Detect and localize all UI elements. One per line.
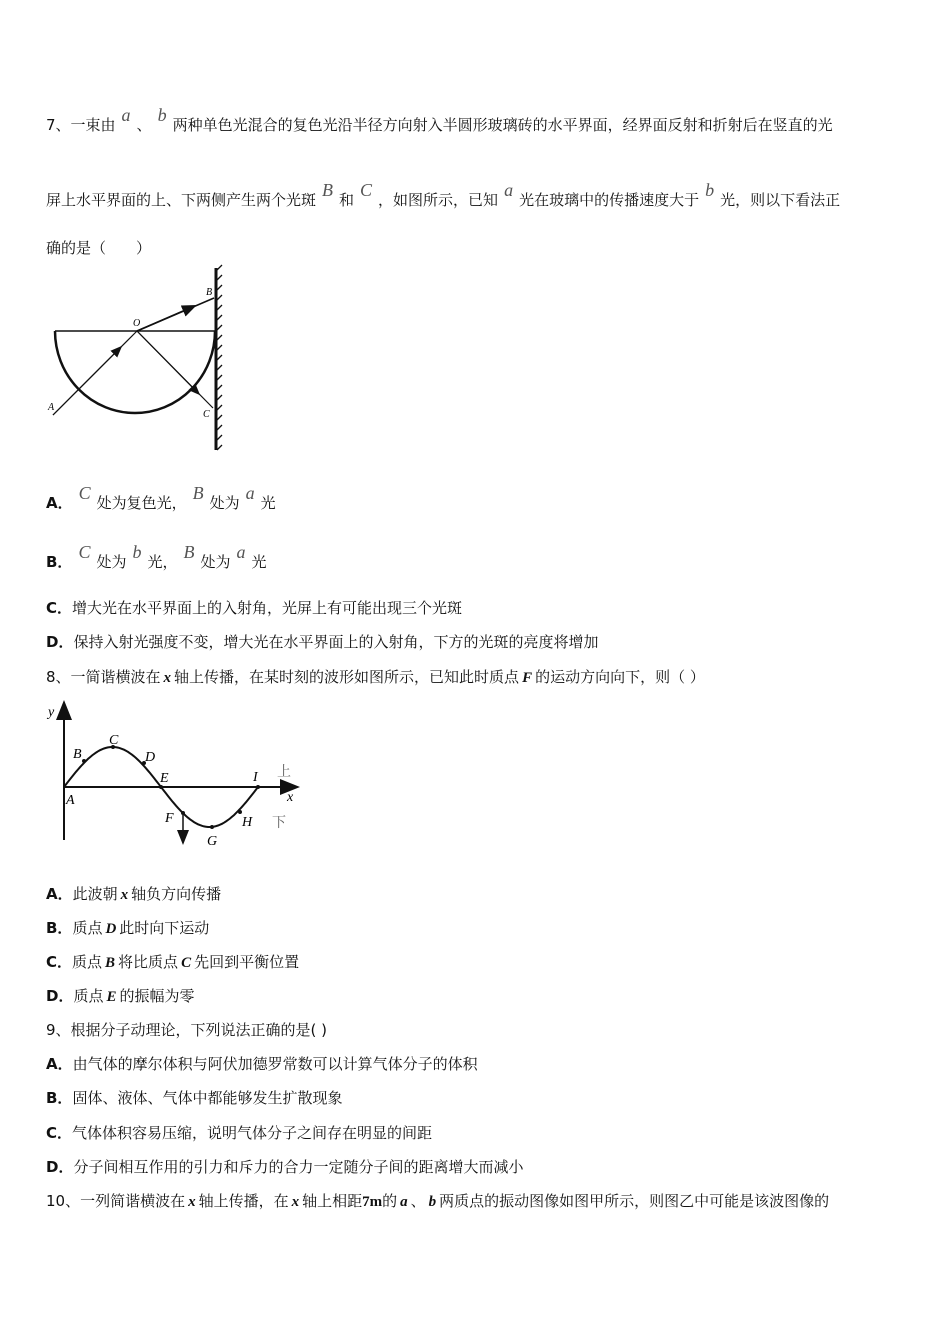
q8-option-d[interactable]	[46, 986, 195, 1007]
label-down: 下	[272, 816, 286, 831]
text: 将比质点	[118, 953, 179, 971]
var: B	[183, 542, 195, 562]
label-O: O	[133, 318, 141, 329]
text: 轴上传播，在某时刻的波形如图所示，已知此时质点	[174, 668, 520, 686]
var: C	[78, 542, 91, 562]
var: x	[291, 1194, 300, 1210]
var: C	[181, 955, 192, 971]
text: 光，则以下看法正	[720, 191, 841, 209]
text: 光，	[147, 553, 178, 571]
text: 质点	[72, 919, 103, 937]
label-A: A	[48, 402, 55, 413]
q7-option-c[interactable]	[46, 598, 462, 618]
text: 屏上水平界面的上、下两侧产生两个光斑	[46, 191, 317, 209]
q9-stem: 9、根据分子动理论，下列说法正确的是( )	[46, 1021, 328, 1039]
text: 的运动方向向下，则（ ）	[535, 668, 705, 686]
q7-stem-line2	[46, 180, 841, 210]
label-C: C	[203, 409, 210, 420]
var-B: B	[322, 180, 334, 200]
text: 处为	[209, 494, 240, 512]
q7-figure-semicircle-glass	[40, 260, 240, 460]
q8-option-a[interactable]	[46, 884, 221, 905]
text: 光	[260, 494, 276, 512]
var: a	[236, 542, 246, 562]
option-label: D．	[46, 987, 74, 1005]
text: 两质点的振动图像如图甲所示，则图乙中可能是该波图像的	[439, 1192, 830, 1210]
point-I: I	[253, 770, 258, 785]
q9-option-d[interactable]	[46, 1157, 523, 1177]
text: 光	[251, 553, 267, 571]
text: 轴上相距	[302, 1192, 363, 1210]
text: 增大光在水平界面上的入射角，光屏上有可能出现三个光斑	[72, 599, 463, 617]
var: D	[105, 921, 117, 937]
text: 光在玻璃中的传播速度大于	[519, 191, 700, 209]
text: 、	[410, 1192, 426, 1210]
point-G: G	[207, 834, 218, 849]
var: x	[188, 1194, 196, 1210]
text: 先回到平衡位置	[194, 953, 300, 971]
text: 保持入射光强度不变，增大光在水平界面上的入射角，下方的光斑的亮度将增加	[73, 633, 599, 651]
point-B: B	[73, 747, 82, 762]
text: 轴负方向传播	[131, 885, 222, 903]
q7-stem-line3: 确的是（ ）	[46, 239, 152, 257]
axis-x: x	[287, 790, 294, 805]
var-a: a	[504, 180, 514, 200]
text: 8、一简谐横波在	[46, 668, 161, 686]
q9-option-a[interactable]	[46, 1054, 478, 1074]
var-C: C	[360, 180, 373, 200]
var-b: b	[705, 180, 715, 200]
option-label: B．	[46, 553, 73, 571]
q9-option-c[interactable]	[46, 1123, 432, 1143]
distance: 7m	[362, 1194, 383, 1210]
label-B: B	[206, 287, 213, 298]
option-label: D．	[46, 633, 74, 651]
option-label: B．	[46, 1089, 73, 1107]
q8-stem	[46, 667, 705, 688]
text: 、	[136, 116, 152, 134]
text: 处为复色光，	[96, 494, 187, 512]
var: B	[105, 955, 116, 971]
text: 10、一列简谐横波在	[46, 1192, 186, 1210]
q8-figure-wave	[40, 690, 310, 860]
q8-option-b[interactable]	[46, 918, 209, 939]
text: 和	[339, 191, 355, 209]
q9-option-b[interactable]	[46, 1088, 342, 1108]
q7-option-d[interactable]	[46, 632, 598, 652]
var: E	[106, 989, 117, 1005]
q7-stem-line1	[46, 105, 833, 135]
var: B	[192, 483, 204, 503]
point-D: D	[145, 750, 156, 765]
var: C	[78, 483, 91, 503]
point-A: A	[66, 793, 75, 808]
text: 此波朝	[72, 885, 118, 903]
option-label: B．	[46, 919, 73, 937]
option-label: C．	[46, 599, 73, 617]
text: 气体体积容易压缩，说明气体分子之间存在明显的间距	[72, 1124, 433, 1142]
point-C: C	[109, 733, 119, 748]
q7-option-b[interactable]	[46, 542, 267, 572]
text: 轴上传播，在	[198, 1192, 289, 1210]
option-label: A．	[46, 885, 73, 903]
text: 的	[382, 1192, 398, 1210]
text: ，如图所示，已知	[378, 191, 499, 209]
option-label: C．	[46, 1124, 73, 1142]
point-H: H	[242, 815, 253, 830]
var: F	[522, 670, 533, 686]
option-label: C．	[46, 953, 73, 971]
q8-option-c[interactable]	[46, 952, 299, 973]
label-up: 上	[277, 765, 291, 780]
text: 处为	[200, 553, 231, 571]
var: a	[400, 1194, 408, 1210]
point-E: E	[160, 771, 169, 786]
text: 由气体的摩尔体积与阿伏加德罗常数可以计算气体分子的体积	[72, 1055, 478, 1073]
var-b: b	[157, 105, 167, 125]
var: b	[132, 542, 142, 562]
text: 固体、液体、气体中都能够发生扩散现象	[72, 1089, 343, 1107]
text: 处为	[96, 553, 127, 571]
text: 的振幅为零	[119, 987, 195, 1005]
text: 质点	[73, 987, 104, 1005]
text: 7、一束由	[46, 116, 116, 134]
point-F: F	[165, 811, 174, 826]
option-label: A．	[46, 1055, 73, 1073]
option-label: A．	[46, 494, 73, 512]
q10-stem	[46, 1191, 829, 1212]
text: 此时向下运动	[119, 919, 210, 937]
q7-option-a[interactable]	[46, 483, 276, 513]
text: 质点	[72, 953, 103, 971]
axis-y: y	[48, 705, 55, 720]
var: a	[245, 483, 255, 503]
option-label: D．	[46, 1158, 74, 1176]
var: b	[428, 1194, 437, 1210]
var: x	[163, 670, 172, 686]
text: 分子间相互作用的引力和斥力的合力一定随分子间的距离增大而减小	[73, 1158, 524, 1176]
var: x	[120, 887, 129, 903]
var-a: a	[121, 105, 131, 125]
text: 两种单色光混合的复色光沿半径方向射入半圆形玻璃砖的水平界面，经界面反射和折射后在竖直的光	[172, 116, 833, 134]
